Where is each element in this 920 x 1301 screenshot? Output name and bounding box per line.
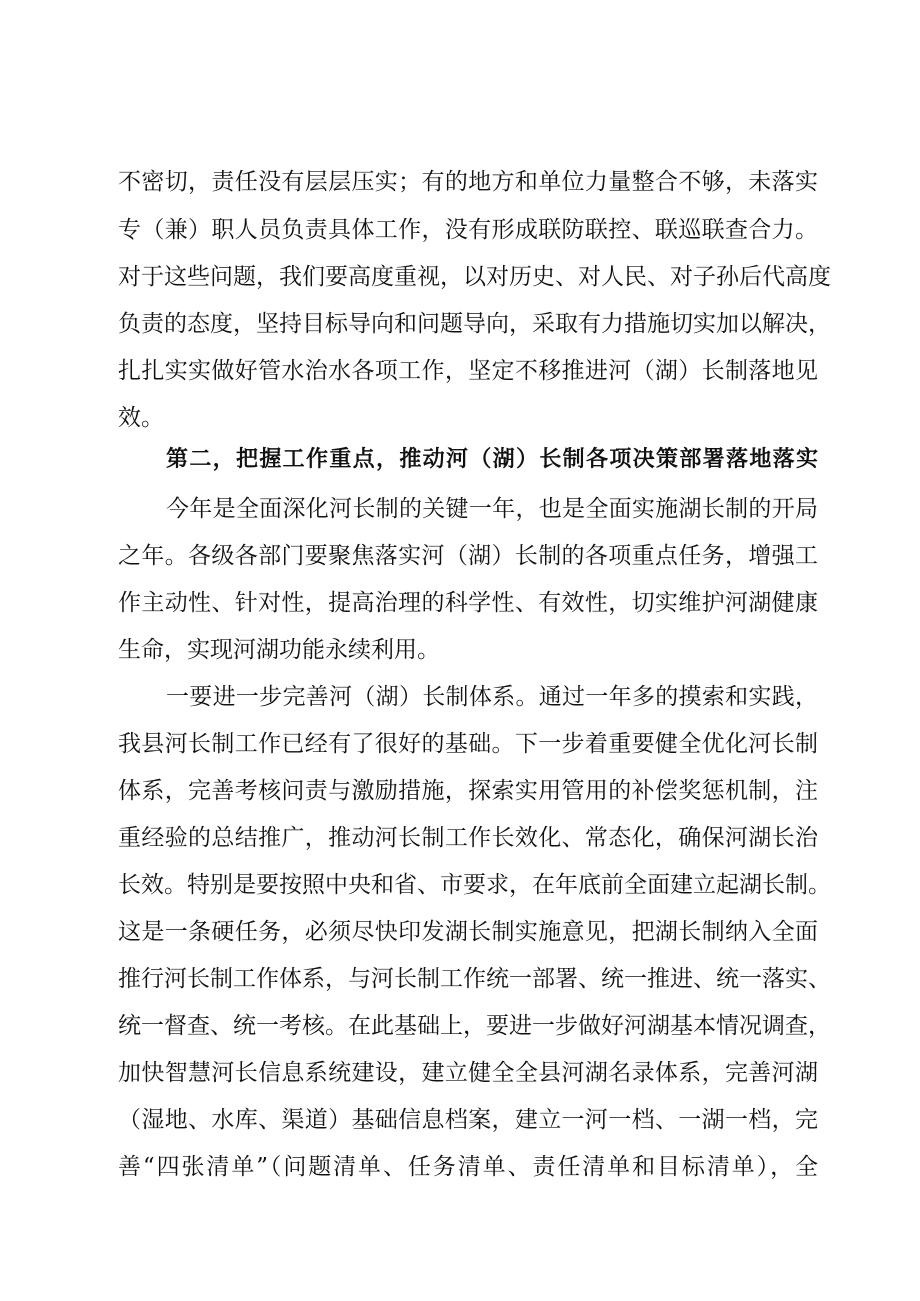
text-line: 不密切，责任没有层层压实；有的地方和单位力量整合不够，未落实 xyxy=(118,169,818,195)
text-line: 加快智慧河长信息系统建设，建立健全全县河湖名录体系，完善河湖 xyxy=(118,1060,818,1086)
text-line: 负责的态度，坚持目标导向和问题导向，采取有力措施切实加以解决， xyxy=(118,311,831,337)
text-line: 体系，完善考核问责与激励措施，探索实用管用的补偿奖惩机制，注 xyxy=(118,778,818,804)
text-line: 今年是全面深化河长制的关键一年，也是全面实施湖长制的开局 xyxy=(166,496,818,522)
text-line: 专（兼）职人员负责具体工作，没有形成联防联控、联巡联查合力。 xyxy=(118,217,818,243)
text-line: 生命，实现河湖功能永续利用。 xyxy=(118,637,440,663)
text-line: 统一督查、统一考核。在此基础上，要进一步做好河湖基本情况调查， xyxy=(118,1013,831,1039)
text-line: 作主动性、针对性，提高治理的科学性、有效性，切实维护河湖健康 xyxy=(118,590,818,616)
text-line: 我县河长制工作已经有了很好的基础。下一步着重要健全优化河长制 xyxy=(118,731,818,757)
text-line: 重经验的总结推广，推动河长制工作长效化、常态化，确保河湖长治 xyxy=(118,825,818,851)
text-line: （湿地、水库、渠道）基础信息档案，建立一河一档、一湖一档，完 xyxy=(118,1107,818,1133)
text-line: 长效。特别是要按照中央和省、市要求，在年底前全面建立起湖长制。 xyxy=(118,872,831,898)
text-line: 推行河长制工作体系，与河长制工作统一部署、统一推进、统一落实、 xyxy=(118,966,831,992)
text-line: 对于这些问题，我们要高度重视，以对历史、对人民、对子孙后代高度 xyxy=(118,264,831,290)
section-heading: 第二，把握工作重点，推动河（湖）长制各项决策部署落地落实 xyxy=(166,447,818,472)
text-line: 效。 xyxy=(118,405,164,431)
text-line: 这是一条硬任务，必须尽快印发湖长制实施意见，把湖长制纳入全面 xyxy=(118,919,818,945)
text-line: 之年。各级各部门要聚焦落实河（湖）长制的各项重点任务，增强工 xyxy=(118,543,818,569)
text-line: 善“四张清单”（问题清单、任务清单、责任清单和目标清单），全 xyxy=(118,1154,818,1180)
text-line: 扎扎实实做好管水治水各项工作，坚定不移推进河（湖）长制落地见 xyxy=(118,358,818,384)
text-line: 一要进一步完善河（湖）长制体系。通过一年多的摸索和实践， xyxy=(166,684,818,710)
